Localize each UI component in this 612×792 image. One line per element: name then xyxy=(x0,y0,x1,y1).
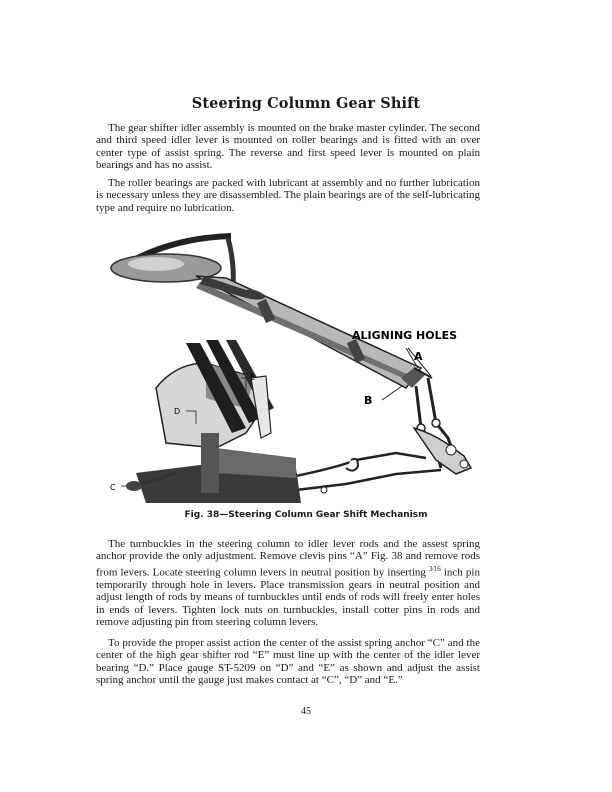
paragraph-1-text: The gear shifter idler assembly is mounted on the brake master cylinder. The second and third speed idler lever is mounted on roller bearings and is fitted with an over center type of assist spring. The reverse and first speed lever is mounted on plain bearings and has no assist. xyxy=(96,122,480,172)
paragraph-1 xyxy=(96,122,480,172)
callout-b: B xyxy=(364,394,373,407)
paragraph-4-text: To provide the proper assist action the center of the assist spring anchor “C” and the center of the high gear shifter rod “E” must line up with the center of the idler lever bearing “D.” Place gauge ST-5209 on “D” and “E” as shown and adjust the assist spring anchor until the gauge just makes contact at “C”, “D” and “E.” xyxy=(96,637,480,687)
gear-shift-illustration xyxy=(96,228,488,508)
callout-a: A xyxy=(414,350,423,363)
page-title: Steering Column Gear Shift xyxy=(191,95,421,112)
paragraph-2 xyxy=(96,177,480,214)
callout-c: C xyxy=(110,483,116,492)
paragraph-3 xyxy=(96,538,480,629)
paragraph-2-text: The roller bearings are packed with lubricant at assembly and no further lubrication is necessary unless they are disassembled. The plain bearings are of the self-lubricating type and require no lubrication. xyxy=(96,177,480,214)
page-number: 45 xyxy=(301,706,311,717)
fraction-value: 3⁄16 xyxy=(429,564,441,573)
paragraph-4 xyxy=(96,637,480,687)
callout-aligning-holes: ALIGNING HOLES xyxy=(352,329,458,342)
paragraph-3-text-a: The turnbuckles in the steering column to idler lever rods and the assest spring anchor provide the only adjustment. Remove clevis pins “A” Fig. 38 and remove rods from levers. Locate steering column levers in neutral position by inserting xyxy=(96,538,480,579)
figure-caption: Fig. 38—Steering Column Gear Shift Mechanism xyxy=(184,510,428,520)
paragraph-3-text-b: inch pin temporarily through hole in levers. Place transmission gears in neutral position and adjust length of rods by means of turnbuckles until ends of rods will freely enter holes in ends of levers. Tighten lock nuts on turnbuckles, install cotter pins in rods and remove adjusting pin from steering column levers. xyxy=(96,566,480,629)
callout-d: D xyxy=(174,407,181,416)
callout-e: E xyxy=(250,373,256,382)
